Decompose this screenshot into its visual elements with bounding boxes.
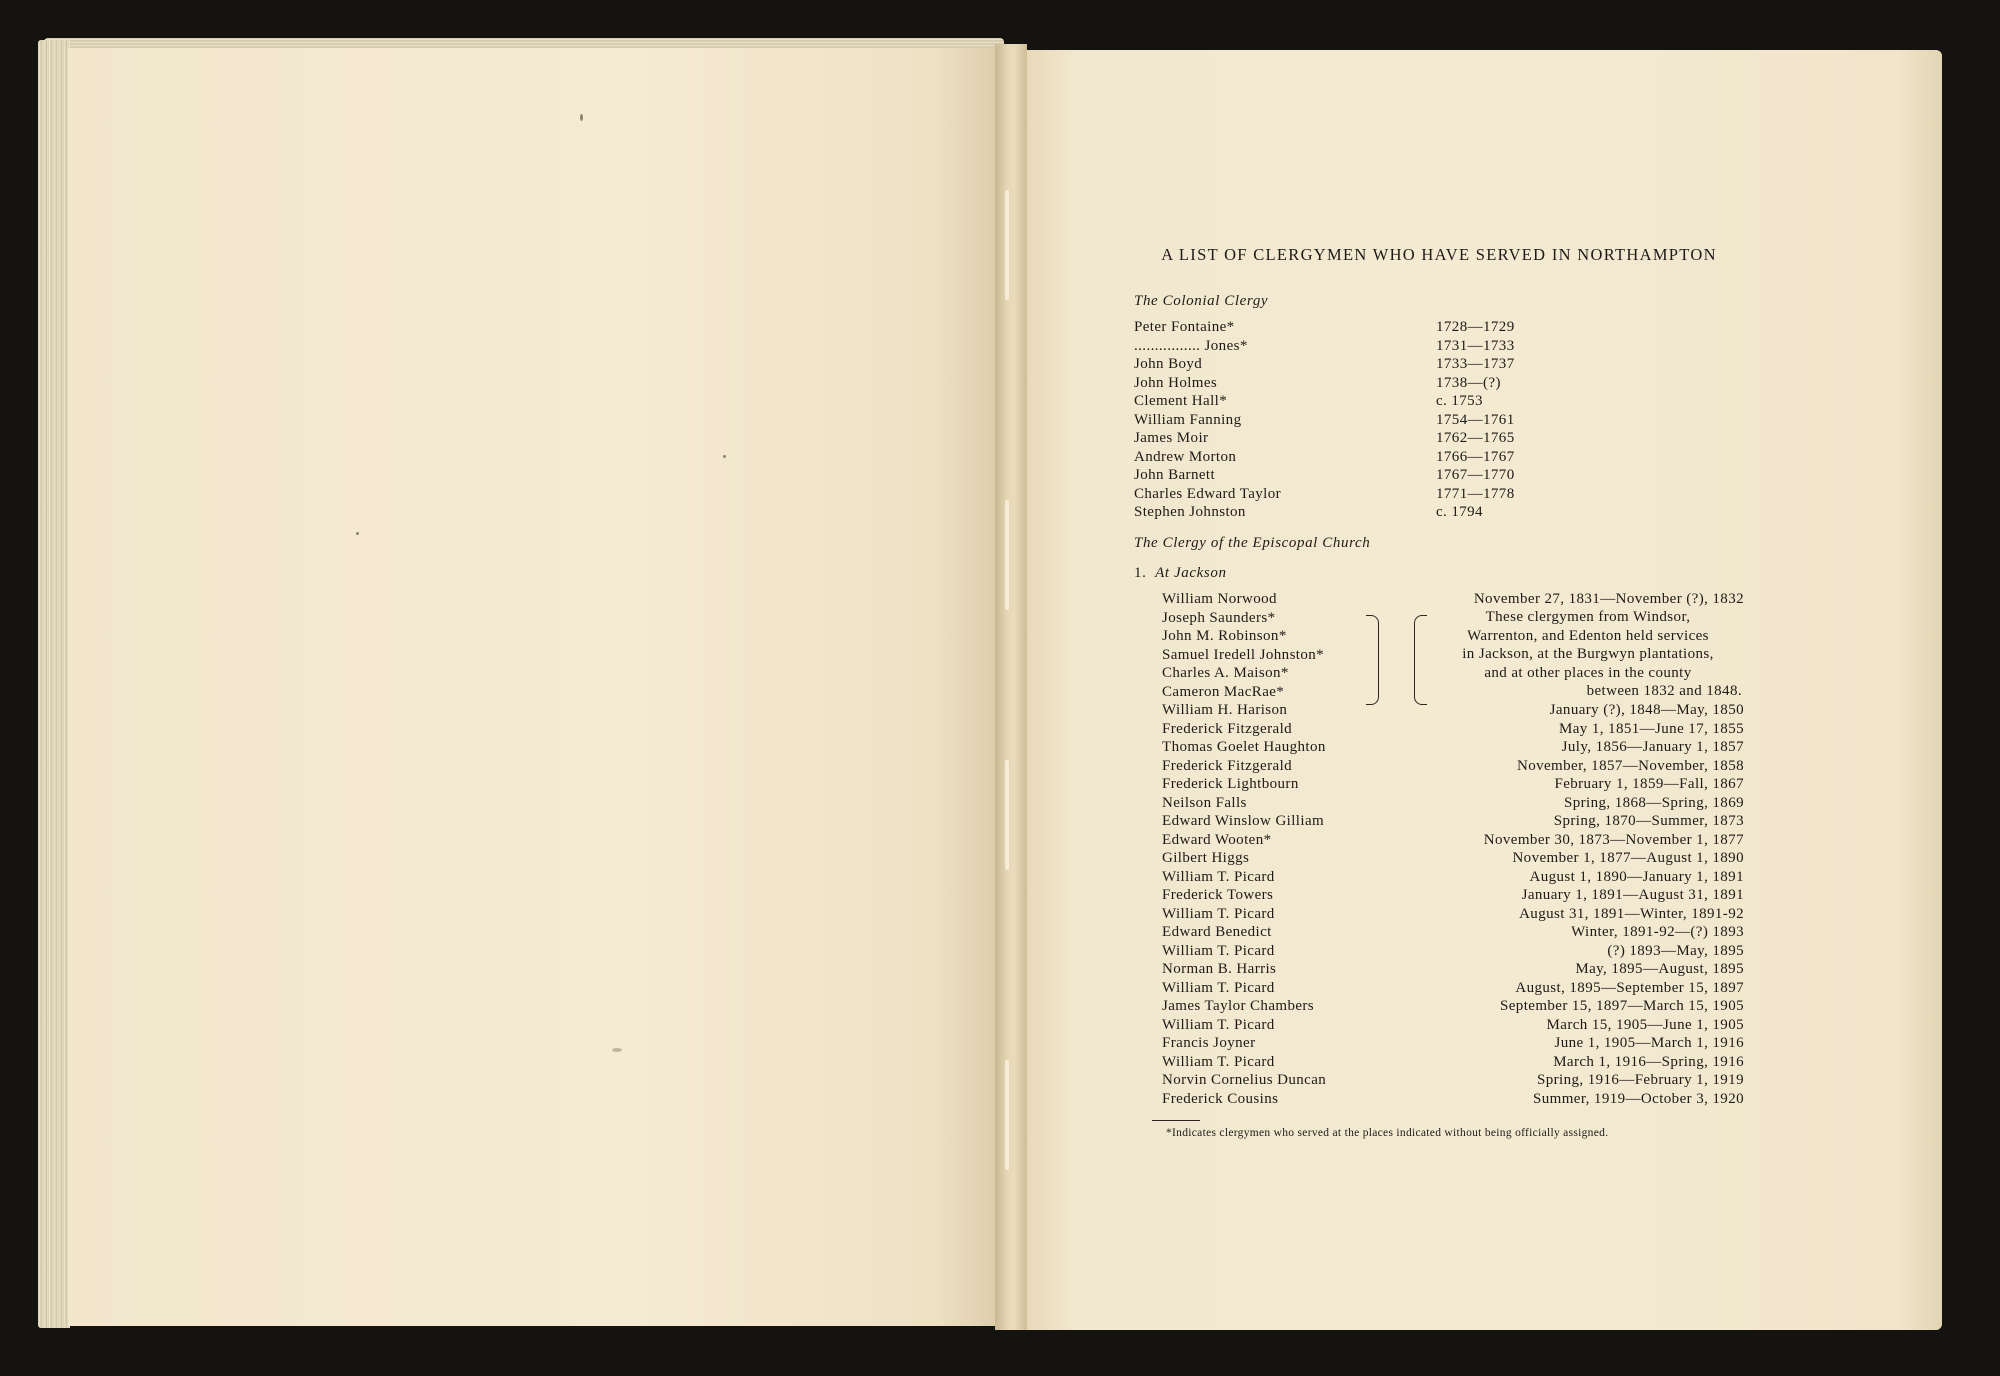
book-gutter xyxy=(995,44,1027,1330)
jackson-entry xyxy=(1134,812,1744,831)
clergy-name: William Norwood xyxy=(1162,591,1277,607)
clergy-name: John M. Robinson* xyxy=(1162,628,1287,644)
clergy-name: Clement Hall* xyxy=(1134,393,1228,409)
paper-speck xyxy=(612,1048,622,1052)
jackson-entry xyxy=(1134,905,1744,924)
service-dates: 1771—1778 xyxy=(1436,485,1515,502)
service-dates: November 1, 1877—August 1, 1890 xyxy=(1512,850,1744,866)
service-dates: August 31, 1891—Winter, 1891-92 xyxy=(1519,905,1744,922)
service-dates: May, 1895—August, 1895 xyxy=(1575,961,1744,977)
jackson-entry xyxy=(1134,979,1744,998)
paper-speck xyxy=(723,455,726,458)
clergy-name: Thomas Goelet Haughton xyxy=(1162,739,1326,755)
colonial-entry xyxy=(1134,411,1744,430)
jackson-entry xyxy=(1134,886,1744,905)
clergy-name: Frederick Cousins xyxy=(1162,1090,1279,1107)
clergy-name: Samuel Iredell Johnston* xyxy=(1162,646,1325,663)
service-dates: 1767—1770 xyxy=(1436,467,1515,483)
jackson-entry xyxy=(1134,923,1744,942)
colonial-entry xyxy=(1134,374,1744,393)
clergy-name: Francis Joyner xyxy=(1162,1035,1256,1051)
clergy-name: Edward Wooten* xyxy=(1162,831,1272,848)
bracket-note-line xyxy=(1134,608,1744,627)
service-dates: c. 1753 xyxy=(1436,393,1483,409)
binding-stitch xyxy=(1005,500,1009,610)
service-dates: Winter, 1891-92—(?) 1893 xyxy=(1571,924,1744,940)
binding-stitch xyxy=(1005,760,1009,870)
footnote: *Indicates clergymen who served at the places indicated without being officially assigned. xyxy=(1166,1127,1609,1139)
colonial-entry xyxy=(1134,429,1744,448)
paper-speck xyxy=(356,532,359,535)
service-dates: 1733—1737 xyxy=(1436,356,1515,372)
clergy-name: Charles Edward Taylor xyxy=(1134,485,1282,502)
jackson-entry xyxy=(1134,868,1744,887)
jackson-entry xyxy=(1134,849,1744,868)
jackson-entry xyxy=(1134,757,1744,776)
service-dates: Summer, 1919—October 3, 1920 xyxy=(1533,1090,1744,1107)
service-dates: January (?), 1848—May, 1850 xyxy=(1549,702,1744,718)
clergy-name: Joseph Saunders* xyxy=(1162,609,1276,626)
clergy-name: Norman B. Harris xyxy=(1162,961,1277,977)
clergy-name: Frederick Towers xyxy=(1162,887,1274,903)
jackson-entry xyxy=(1134,738,1744,757)
jackson-entry xyxy=(1134,1071,1744,1090)
service-dates: 1738—(?) xyxy=(1436,374,1501,391)
clergy-name: Frederick Lightbourn xyxy=(1162,776,1299,792)
page-stack-side-edge xyxy=(38,40,70,1328)
service-dates: January 1, 1891—August 31, 1891 xyxy=(1521,887,1744,903)
service-dates: August 1, 1890—January 1, 1891 xyxy=(1529,868,1744,885)
footnote-rule xyxy=(1152,1120,1200,1121)
clergy-name: Edward Winslow Gilliam xyxy=(1162,813,1325,829)
jackson-entry xyxy=(1134,1034,1744,1053)
jackson-entry xyxy=(1134,997,1744,1016)
binding-stitch xyxy=(1005,1060,1009,1170)
jackson-entry xyxy=(1134,1053,1744,1072)
bracket-note-text: in Jackson, at the Burgwyn plantations, xyxy=(1462,646,1714,662)
colonial-entry xyxy=(1134,318,1744,337)
subsection-place: At Jackson xyxy=(1155,565,1227,581)
service-dates: July, 1856—January 1, 1857 xyxy=(1561,739,1744,755)
jackson-entry xyxy=(1134,942,1744,961)
bracket-note-line xyxy=(1134,682,1744,701)
clergy-name: ................ Jones* xyxy=(1134,337,1248,354)
clergy-name: John Boyd xyxy=(1134,356,1203,372)
subsection-number: 1. xyxy=(1134,565,1147,581)
jackson-entry xyxy=(1134,701,1744,720)
jackson-entry xyxy=(1134,794,1744,813)
service-dates: 1766—1767 xyxy=(1436,448,1515,465)
jackson-subsection-title xyxy=(1134,564,1227,583)
colonial-section-title: The Colonial Clergy xyxy=(1134,293,1269,309)
clergy-name: Norvin Cornelius Duncan xyxy=(1162,1072,1327,1088)
clergy-name: William T. Picard xyxy=(1162,868,1275,885)
bracket-note-text: These clergymen from Windsor, xyxy=(1485,609,1691,625)
clergy-name: James Moir xyxy=(1134,430,1209,446)
service-dates: Spring, 1916—February 1, 1919 xyxy=(1536,1072,1744,1088)
service-dates: 1754—1761 xyxy=(1436,411,1515,428)
binding-stitch xyxy=(1005,190,1009,300)
episcopal-section-title: The Clergy of the Episcopal Church xyxy=(1134,535,1371,551)
jackson-entry xyxy=(1134,831,1744,850)
colonial-entry xyxy=(1134,503,1744,522)
clergy-name: Peter Fontaine* xyxy=(1134,319,1235,335)
clergy-name: Edward Benedict xyxy=(1162,924,1272,940)
clergy-name: James Taylor Chambers xyxy=(1162,998,1315,1014)
clergy-name: William T. Picard xyxy=(1162,1053,1275,1070)
clergy-name: William T. Picard xyxy=(1162,942,1275,959)
bracket-note-line xyxy=(1134,627,1744,646)
bracket-note-text: Warrenton, and Edenton held services xyxy=(1467,627,1709,644)
service-dates: March 1, 1916—Spring, 1916 xyxy=(1553,1053,1744,1070)
service-dates: c. 1794 xyxy=(1436,504,1483,520)
service-dates: November 27, 1831—November (?), 1832 xyxy=(1473,591,1744,607)
service-dates: March 15, 1905—June 1, 1905 xyxy=(1546,1016,1744,1033)
service-dates: May 1, 1851—June 17, 1855 xyxy=(1559,720,1744,737)
jackson-entry xyxy=(1134,1016,1744,1035)
jackson-entry xyxy=(1134,775,1744,794)
clergy-name: Andrew Morton xyxy=(1134,448,1237,465)
clergy-name: William T. Picard xyxy=(1162,979,1275,996)
clergy-name: William T. Picard xyxy=(1162,1016,1275,1033)
left-page-blank xyxy=(68,48,1010,1326)
colonial-entry xyxy=(1134,337,1744,356)
clergy-name: William Fanning xyxy=(1134,411,1242,428)
clergy-name: John Barnett xyxy=(1134,467,1216,483)
colonial-entry xyxy=(1134,448,1744,467)
colonial-entry xyxy=(1134,392,1744,411)
colonial-entry xyxy=(1134,355,1744,374)
jackson-entry xyxy=(1134,960,1744,979)
clergy-name: Stephen Johnston xyxy=(1134,504,1246,520)
clergy-name: Cameron MacRae* xyxy=(1162,683,1285,700)
page-title: A LIST OF CLERGYMEN WHO HAVE SERVED IN NORTHAMPTON xyxy=(1161,245,1717,264)
bracket-note-text: and at other places in the county xyxy=(1484,664,1692,681)
bracket-note-line xyxy=(1134,645,1744,664)
service-dates: Spring, 1870—Summer, 1873 xyxy=(1553,813,1744,829)
clergy-name: Charles A. Maison* xyxy=(1162,665,1289,681)
service-dates: Spring, 1868—Spring, 1869 xyxy=(1563,794,1744,811)
service-dates: November, 1857—November, 1858 xyxy=(1516,757,1744,774)
service-dates: February 1, 1859—Fall, 1867 xyxy=(1554,776,1744,792)
colonial-entry xyxy=(1134,485,1744,504)
colonial-entry xyxy=(1134,466,1744,485)
paper-speck xyxy=(580,114,583,121)
clergy-name: Gilbert Higgs xyxy=(1162,850,1250,866)
clergy-name: Frederick Fitzgerald xyxy=(1162,720,1293,737)
bracket-note-line xyxy=(1134,664,1744,683)
jackson-entry xyxy=(1134,720,1744,739)
jackson-entry xyxy=(1134,1090,1744,1109)
service-dates: September 15, 1897—March 15, 1905 xyxy=(1500,998,1744,1014)
clergy-name: William H. Harison xyxy=(1162,702,1288,718)
jackson-entry xyxy=(1134,590,1744,609)
service-dates: August, 1895—September 15, 1897 xyxy=(1515,979,1744,996)
service-dates: June 1, 1905—March 1, 1916 xyxy=(1554,1035,1744,1051)
clergy-name: John Holmes xyxy=(1134,374,1218,391)
clergy-name: Frederick Fitzgerald xyxy=(1162,757,1293,774)
service-dates: 1731—1733 xyxy=(1436,337,1515,354)
service-dates: 1728—1729 xyxy=(1436,319,1515,335)
clergy-name: Neilson Falls xyxy=(1162,794,1247,811)
service-dates: 1762—1765 xyxy=(1436,430,1515,446)
clergy-name: William T. Picard xyxy=(1162,905,1275,922)
bracket-note-text: between 1832 and 1848. xyxy=(1586,683,1742,699)
service-dates: November 30, 1873—November 1, 1877 xyxy=(1483,831,1744,848)
service-dates: (?) 1893—May, 1895 xyxy=(1607,942,1744,959)
